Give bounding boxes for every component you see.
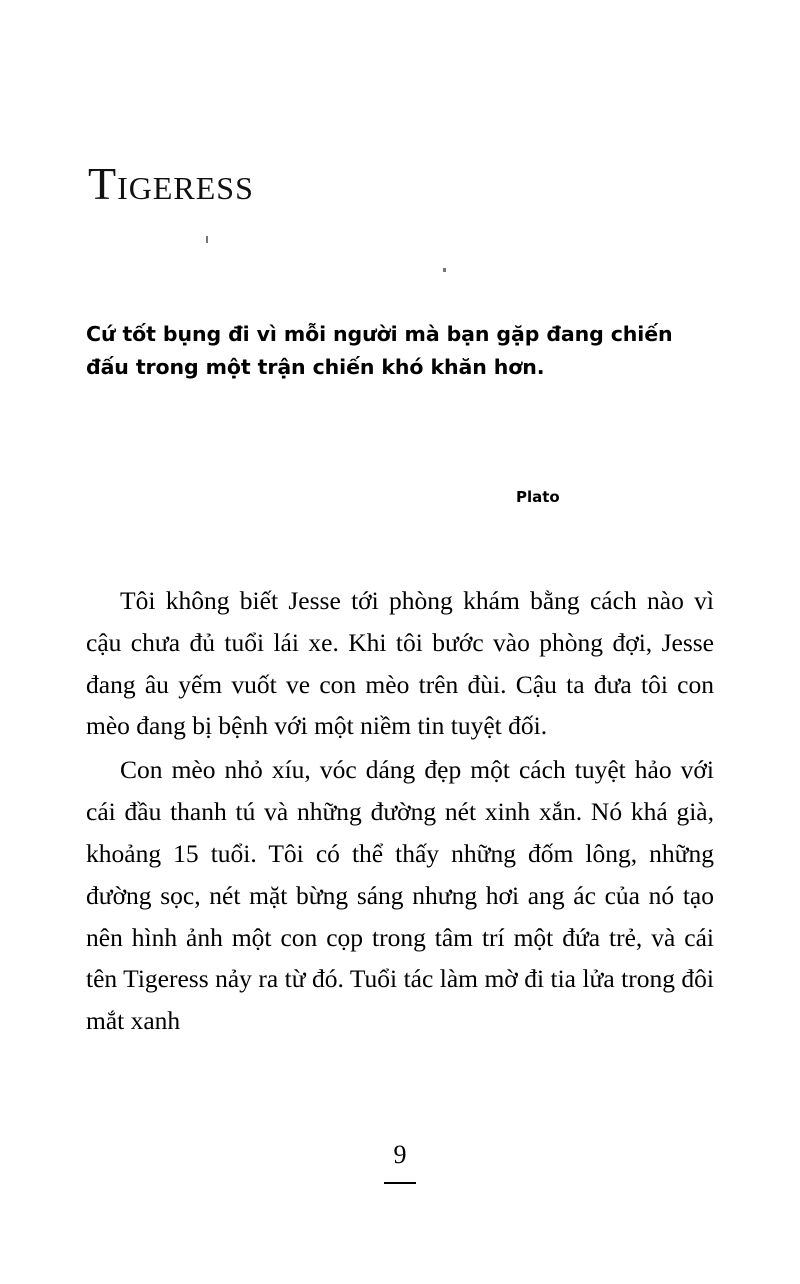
print-speck xyxy=(206,236,208,243)
page-number-rule xyxy=(384,1182,416,1184)
paragraph: Tôi không biết Jesse tới phòng khám bằng cách nào vì cậu chưa đủ tuổi lái xe. Khi tôi bước vào phòng đợi, Jesse đang âu yếm vuốt ve con mèo trên đùi. Cậu ta đưa tôi con mèo đang bị bệnh với một niềm tin tuyệt đối. xyxy=(86,586,714,741)
epigraph-quote: Cứ tốt bụng đi vì mỗi người mà bạn gặp đang chiến đấu trong một trận chiến khó khăn hơn. xyxy=(86,322,673,380)
page-number: 9 xyxy=(393,1140,407,1169)
page-title: Tigeress xyxy=(88,157,254,209)
print-speck xyxy=(443,268,446,272)
epigraph-attribution: Plato xyxy=(516,488,560,506)
paragraph: Con mèo nhỏ xíu, vóc dáng đẹp một cách tuyệt hảo với cái đầu thanh tú và những đường nét xinh xắn. Nó khá già, khoảng 15 tuổi. Tôi có thể thấy những đốm lông, những đường sọc, nét mặt bừng sáng nhưng hơi ang ác của nó tạo nên hình ảnh một con cọp trong tâm trí một đứa trẻ, và cái tên Tigeress nảy ra từ đó. Tuổi tác làm mờ đi tia lửa trong đôi mắt xanh xyxy=(86,755,714,1036)
body-text xyxy=(86,580,714,1044)
